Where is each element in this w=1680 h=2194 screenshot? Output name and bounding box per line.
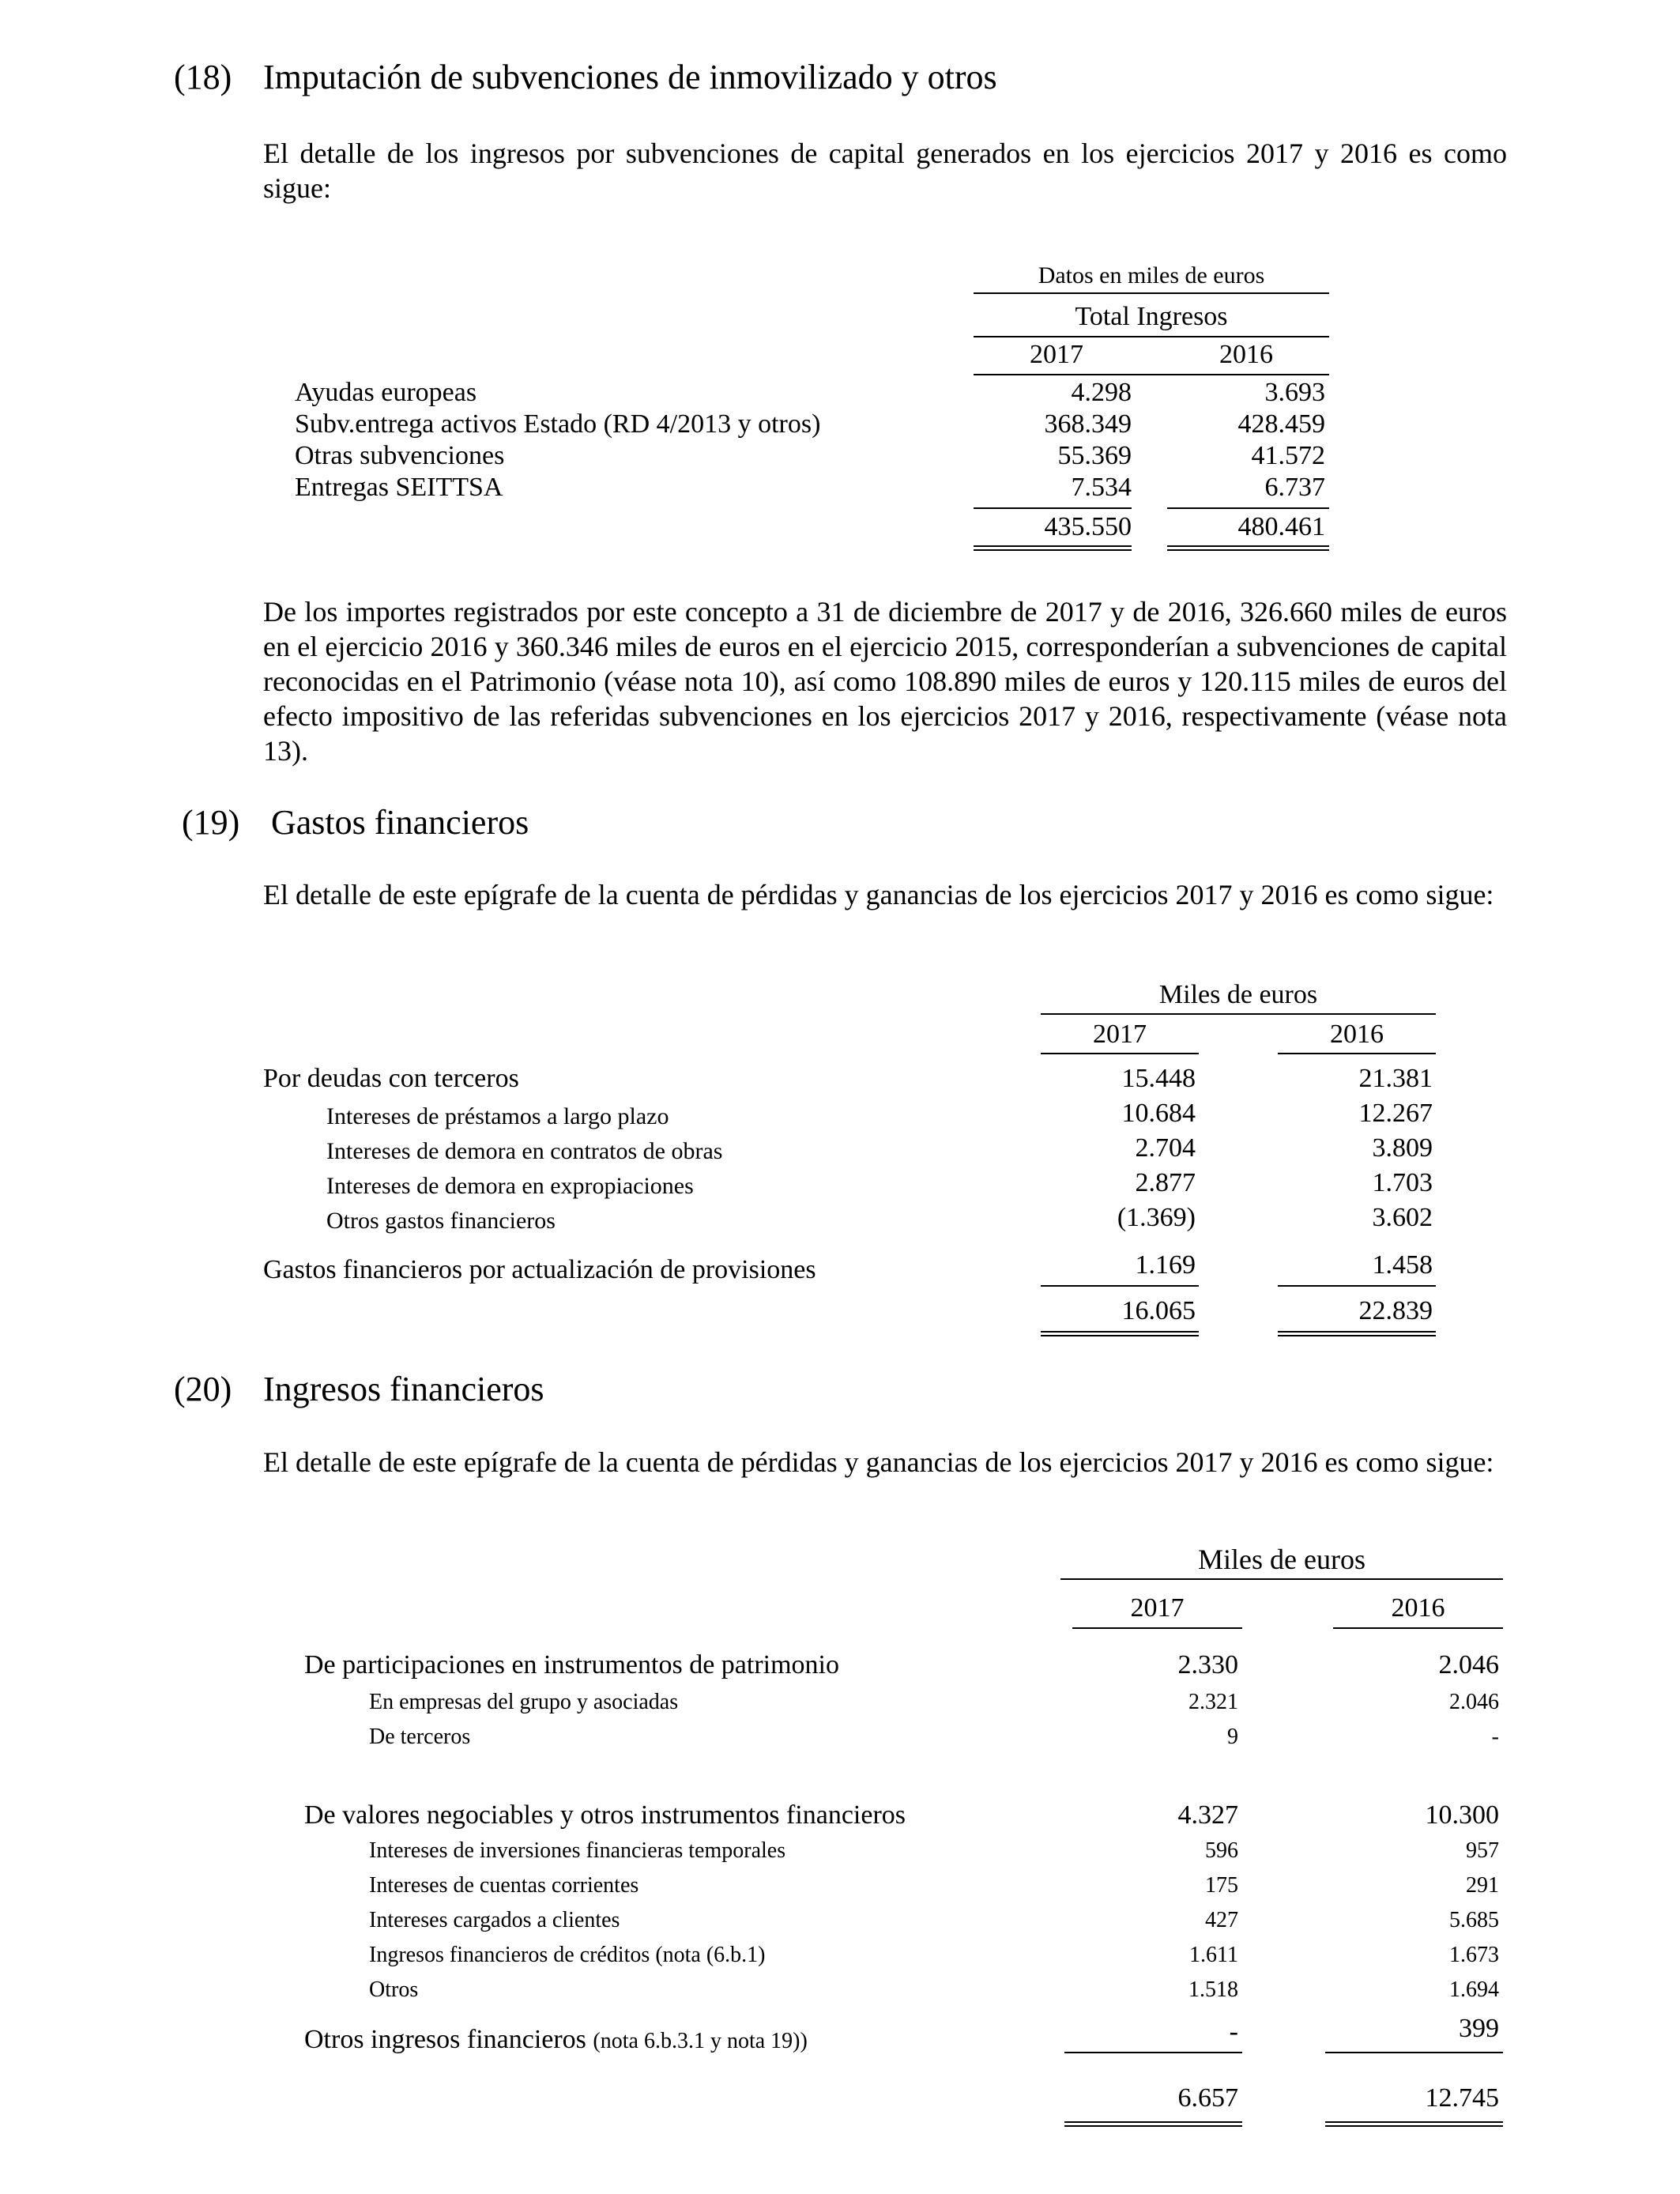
header-rule <box>974 374 1329 375</box>
value-2017: 2.704 <box>1135 1133 1196 1163</box>
section-19-intro: El detalle de este epígrafe de la cuenta de pérdidas y ganancias de los ejercicios 2017 y 2016 es como sigue: <box>263 879 1494 910</box>
value-2017: 1.518 <box>1188 1977 1238 2002</box>
row-label: Intereses de demora en expropiaciones <box>326 1173 694 1199</box>
value-2016: 3.602 <box>1372 1203 1433 1232</box>
header-rule <box>974 336 1329 337</box>
value-2016: 2.046 <box>1449 1690 1499 1714</box>
value-2017: (1.369) <box>1117 1203 1196 1232</box>
subtotal-rule <box>974 507 1132 509</box>
value-2017: 9 <box>1227 1725 1238 1749</box>
section-18-number: (18) <box>174 58 232 96</box>
value-2016: 1.673 <box>1449 1943 1499 1967</box>
section-18-title: Imputación de subvenciones de inmovilizado y otros <box>263 58 997 96</box>
header-rule <box>974 292 1329 294</box>
row-label: Otras subvenciones <box>295 441 505 470</box>
subtotal-rule <box>1167 507 1329 509</box>
value-2017: 4.298 <box>1071 378 1132 407</box>
row-label: Intereses de inversiones financieras temporales <box>369 1838 786 1863</box>
value-2017: 1.611 <box>1189 1943 1238 1967</box>
section-20-title: Ingresos financieros <box>263 1370 544 1408</box>
value-2016: 399 <box>1459 2014 1499 2043</box>
section-19-number: (19) <box>182 803 240 842</box>
value-2016: 957 <box>1466 1838 1499 1863</box>
value-2017: 368.349 <box>1044 409 1132 439</box>
total-double-rule <box>1064 2121 1242 2127</box>
row-label: Gastos financieros por actualización de provisiones <box>263 1255 816 1284</box>
value-2017: 15.448 <box>1121 1064 1196 1093</box>
value-2016: 1.458 <box>1372 1250 1433 1280</box>
total-2017: 6.657 <box>1177 2083 1238 2113</box>
total-double-rule <box>974 545 1132 551</box>
header-rule <box>1278 1053 1436 1054</box>
year-2017-header: 2017 <box>1093 1020 1147 1049</box>
value-2017: 2.330 <box>1177 1650 1238 1679</box>
value-2016: 428.459 <box>1237 409 1325 439</box>
value-2017: 4.327 <box>1177 1800 1238 1830</box>
total-2017: 16.065 <box>1121 1296 1196 1325</box>
header-rule <box>1060 1578 1503 1580</box>
row-label: Intereses de demora en contratos de obras <box>326 1138 723 1164</box>
total-2016: 480.461 <box>1237 512 1325 541</box>
subtotal-rule <box>1278 1285 1436 1287</box>
row-label: De valores negociables y otros instrumentos financieros <box>304 1800 906 1830</box>
group-header: Total Ingresos <box>1075 302 1228 331</box>
value-2017: 596 <box>1205 1838 1238 1863</box>
row-label: Ayudas europeas <box>295 378 477 407</box>
value-2017: 2.877 <box>1135 1168 1196 1197</box>
value-2016: 291 <box>1466 1873 1499 1898</box>
row-label: Intereses de préstamos a largo plazo <box>326 1103 669 1129</box>
header-rule <box>1041 1013 1436 1015</box>
section-18-note: De los importes registrados por este concepto a 31 de diciembre de 2017 y de 2016, 326.660 miles de euros en el ejercicio 2016 y 360.346 miles de euros en el ejercicio 2015, corresponderían a subvenciones de capital reconocidas en el Patrimonio (véase nota 10), así como 108.890 miles de euros y 120.115 miles de euros del efecto impositivo de las referidas subvenciones en los ejercicios 2017 y 2016, respectivamente (véase nota 13). <box>263 596 1507 767</box>
row-label: Otros <box>369 1977 419 2002</box>
row-label: Por deudas con terceros <box>263 1064 519 1093</box>
row-label: Entregas SEITTSA <box>295 473 503 502</box>
value-2017: 7.534 <box>1071 473 1132 502</box>
row-label <box>304 2025 808 2055</box>
year-2017-header: 2017 <box>1030 340 1083 369</box>
section-19-title: Gastos financieros <box>271 803 529 842</box>
section-20-intro: El detalle de este epígrafe de la cuenta de pérdidas y ganancias de los ejercicios 2017 y 2016 es como sigue: <box>263 1446 1494 1478</box>
row-label: Intereses de cuentas corrientes <box>369 1873 639 1898</box>
value-2016: 5.685 <box>1449 1908 1499 1932</box>
value-2016: - <box>1491 1725 1499 1749</box>
value-2017: 175 <box>1205 1873 1238 1898</box>
total-double-rule <box>1167 545 1329 551</box>
section-18-intro: El detalle de los ingresos por subvenciones de capital generados en los ejercicios 2017 y 2016 es como sigue: <box>263 138 1507 204</box>
value-2016: 1.694 <box>1449 1977 1499 2002</box>
value-2017: 10.684 <box>1121 1099 1196 1128</box>
value-2016: 1.703 <box>1372 1168 1433 1197</box>
row-label-text: Otros ingresos financieros <box>304 2025 586 2054</box>
value-2017: 1.169 <box>1135 1250 1196 1280</box>
units-label: Miles de euros <box>1198 1544 1365 1575</box>
header-rule <box>1072 1627 1242 1629</box>
value-2016: 41.572 <box>1251 441 1325 470</box>
value-2016: 6.737 <box>1264 473 1325 502</box>
row-label-note: (nota 6.b.3.1 y nota 19)) <box>593 2029 808 2053</box>
value-2016: 21.381 <box>1358 1064 1433 1093</box>
value-2016: 3.809 <box>1372 1133 1433 1163</box>
total-2017: 435.550 <box>1044 512 1132 541</box>
row-label: De participaciones en instrumentos de patrimonio <box>304 1650 839 1679</box>
row-label: De terceros <box>369 1725 471 1749</box>
subtotal-rule <box>1041 1285 1199 1287</box>
value-2016: 3.693 <box>1264 378 1325 407</box>
header-rule <box>1333 1627 1503 1629</box>
header-rule <box>1041 1053 1199 1054</box>
value-2016: 2.046 <box>1438 1650 1499 1679</box>
value-2016: 12.267 <box>1358 1099 1433 1128</box>
value-2017: 427 <box>1205 1908 1238 1932</box>
units-label: Datos en miles de euros <box>1038 262 1265 288</box>
value-2017: 2.321 <box>1188 1690 1238 1714</box>
year-2016-header: 2016 <box>1330 1020 1384 1049</box>
year-2016-header: 2016 <box>1391 1593 1445 1623</box>
row-label: En empresas del grupo y asociadas <box>369 1690 679 1714</box>
units-label: Miles de euros <box>1158 980 1318 1009</box>
row-label: Subv.entrega activos Estado (RD 4/2013 y otros) <box>295 409 821 439</box>
total-double-rule <box>1278 1331 1436 1336</box>
value-2016: 10.300 <box>1425 1800 1499 1830</box>
value-2017: 55.369 <box>1057 441 1132 470</box>
section-20-number: (20) <box>174 1370 232 1408</box>
total-double-rule <box>1041 1331 1199 1336</box>
year-2017-header: 2017 <box>1130 1593 1185 1623</box>
subtotal-rule <box>1325 2052 1503 2053</box>
value-2017: - <box>1229 2017 1238 2046</box>
row-label: Ingresos financieros de créditos (nota (6.b.1) <box>369 1943 766 1967</box>
year-2016-header: 2016 <box>1219 340 1273 369</box>
row-label: Otros gastos financieros <box>326 1208 556 1234</box>
total-2016: 22.839 <box>1358 1296 1433 1325</box>
row-label: Intereses cargados a clientes <box>369 1908 620 1932</box>
total-2016: 12.745 <box>1425 2083 1499 2113</box>
subtotal-rule <box>1064 2052 1242 2053</box>
total-double-rule <box>1325 2121 1503 2127</box>
